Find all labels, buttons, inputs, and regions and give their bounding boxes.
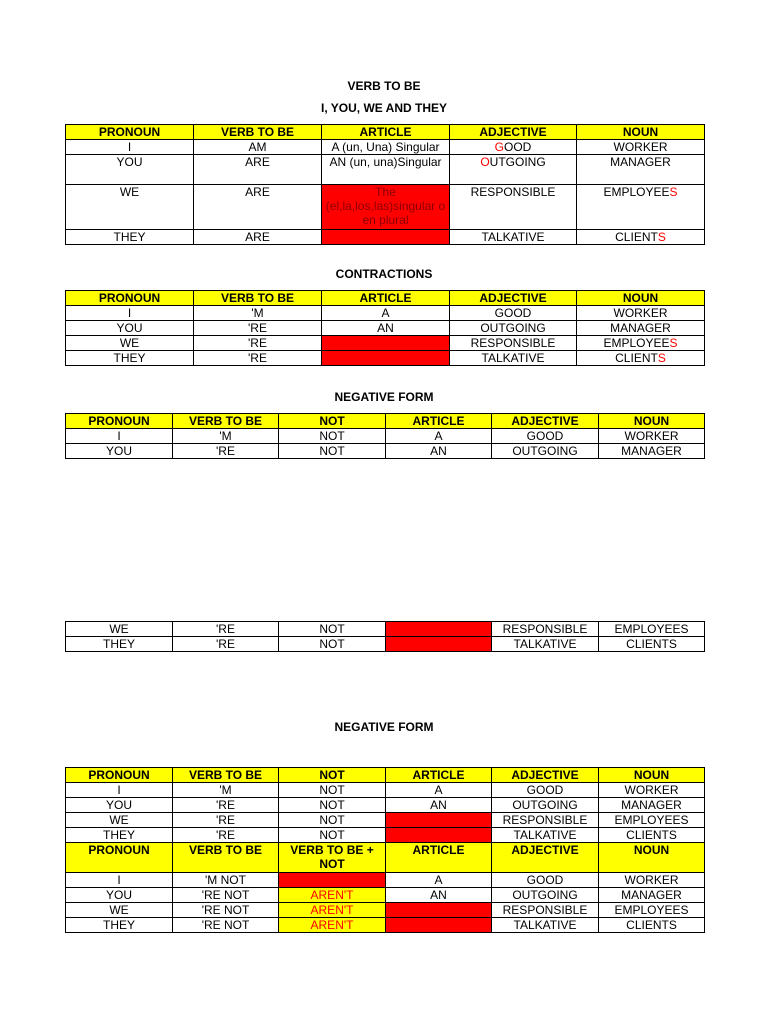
table-cell: MANAGER (599, 888, 705, 903)
contractions-heading: CONTRACTIONS (335, 267, 433, 281)
table-cell: I (66, 873, 173, 888)
header-adjective: ADJECTIVE (492, 843, 599, 873)
table-cell: A (322, 306, 450, 321)
table-cell: NOT (279, 622, 386, 637)
table-cell: 'M (173, 783, 279, 798)
table-cell: 'RE (194, 321, 322, 336)
table-row (66, 140, 705, 155)
header-article: ARTICLE (322, 291, 450, 306)
table-cell (386, 813, 492, 828)
table-row (66, 321, 705, 336)
header-verb-to-be: VERB TO BE (194, 291, 322, 306)
table-cell: WORKER (599, 429, 705, 444)
table-cell: I (66, 783, 173, 798)
table-cell: ARE (194, 230, 322, 245)
table-cell: THEY (66, 828, 173, 843)
table-cell: WORKER (577, 140, 705, 155)
table-cell: 'RE (173, 813, 279, 828)
table-cell: ARE (194, 185, 322, 230)
table-cell: 'RE (194, 351, 322, 366)
table-cell (279, 873, 386, 888)
header-not: NOT (279, 768, 386, 783)
header-pronoun: PRONOUN (66, 291, 194, 306)
table-cell: WE (66, 903, 173, 918)
table-cell: 'M (194, 306, 322, 321)
table-cell (386, 903, 492, 918)
table-row (66, 351, 705, 366)
table-cell: 'RE NOT (173, 888, 279, 903)
table-cell: NOT (279, 429, 386, 444)
table-row (66, 637, 705, 652)
table-cell: TALKATIVE (492, 637, 599, 652)
table-cell: YOU (66, 155, 194, 185)
negative-form-heading: NEGATIVE FORM (334, 390, 434, 404)
header-article: ARTICLE (322, 125, 450, 140)
table-cell: ARE (194, 155, 322, 185)
table-row (66, 336, 705, 351)
table-cell: YOU (66, 798, 173, 813)
table-cell: AN (386, 444, 492, 459)
table-cell: OUTGOING (450, 321, 577, 336)
table-cell: MANAGER (577, 155, 705, 185)
table-cell: WE (66, 622, 173, 637)
table-cell: AN (386, 798, 492, 813)
table-cell: NOT (279, 813, 386, 828)
table-row (66, 155, 705, 185)
table-header-row (66, 291, 705, 306)
table-cell: A (un, Una) Singular (322, 140, 450, 155)
table-cell: CLIENTS (577, 351, 705, 366)
table-cell: YOU (66, 321, 194, 336)
table-cell: 'RE (173, 622, 279, 637)
table-cell: AREN'T (279, 903, 386, 918)
header-article: ARTICLE (386, 843, 492, 873)
table-cell: A (386, 873, 492, 888)
header-pronoun: PRONOUN (66, 414, 173, 429)
table-cell: The (el,la,los,las)singular o en plural (322, 185, 450, 230)
table-row (66, 798, 705, 813)
table-cell (322, 351, 450, 366)
table-cell: AM (194, 140, 322, 155)
table-cell (386, 918, 492, 933)
table-cell: NOT (279, 637, 386, 652)
header-verb-to-be: VERB TO BE (194, 125, 322, 140)
table-row (66, 873, 705, 888)
header-verb-to-be: VERB TO BE (173, 414, 279, 429)
negative-form-table-continued (65, 621, 705, 652)
header-noun: NOUN (599, 414, 705, 429)
table-cell: AN (322, 321, 450, 336)
table-cell: EMPLOYEES (599, 622, 705, 637)
table-cell: 'M NOT (173, 873, 279, 888)
table-cell: RESPONSIBLE (492, 622, 599, 637)
table-cell: GOOD (492, 873, 599, 888)
contractions-table (65, 290, 705, 366)
negative-form-full-table (65, 767, 705, 933)
table-cell (322, 336, 450, 351)
header-pronoun: PRONOUN (66, 125, 194, 140)
table-cell: AN (386, 888, 492, 903)
table-row (66, 918, 705, 933)
table-cell: 'RE NOT (173, 903, 279, 918)
table-row (66, 828, 705, 843)
table-cell: RESPONSIBLE (450, 336, 577, 351)
table-header-row (66, 768, 705, 783)
table-header-row (66, 414, 705, 429)
document-subtitle: I, YOU, WE AND THEY (320, 101, 447, 115)
table-cell: MANAGER (599, 798, 705, 813)
header-adjective: ADJECTIVE (492, 768, 599, 783)
negative-form-table (65, 413, 705, 459)
table-cell: WE (66, 336, 194, 351)
table-cell: I (66, 429, 173, 444)
table-cell: NOT (279, 444, 386, 459)
table-cell: RESPONSIBLE (492, 903, 599, 918)
table-cell: GOOD (492, 783, 599, 798)
table-cell: OUTGOING (492, 888, 599, 903)
table-cell: TALKATIVE (450, 351, 577, 366)
table-cell: EMPLOYEES (577, 185, 705, 230)
table-cell: EMPLOYEES (599, 813, 705, 828)
table-cell: THEY (66, 351, 194, 366)
table-cell: MANAGER (577, 321, 705, 336)
table-cell: TALKATIVE (450, 230, 577, 245)
table-cell: YOU (66, 888, 173, 903)
table-cell: THEY (66, 918, 173, 933)
table-cell: WORKER (599, 783, 705, 798)
header-adjective: ADJECTIVE (450, 125, 577, 140)
table-header-row (66, 843, 705, 873)
table-cell: YOU (66, 444, 173, 459)
table-cell: GOOD (492, 429, 599, 444)
table-cell: WORKER (599, 873, 705, 888)
table-cell (386, 828, 492, 843)
table-row (66, 903, 705, 918)
table-header-row (66, 125, 705, 140)
table-cell: GOOD (450, 140, 577, 155)
header-noun: NOUN (577, 125, 705, 140)
table-cell: CLIENTS (577, 230, 705, 245)
table-row (66, 622, 705, 637)
table-cell: A (386, 783, 492, 798)
table-cell: NOT (279, 798, 386, 813)
table-cell: NOT (279, 783, 386, 798)
table-cell: WE (66, 813, 173, 828)
table-row (66, 185, 705, 230)
table-cell (386, 637, 492, 652)
table-cell: 'RE (173, 637, 279, 652)
table-cell: AN (un, una)Singular (322, 155, 450, 185)
table-row (66, 429, 705, 444)
table-cell (386, 622, 492, 637)
table-cell: OUTGOING (450, 155, 577, 185)
table-row (66, 230, 705, 245)
table-cell: AREN'T (279, 888, 386, 903)
table-cell: 'M (173, 429, 279, 444)
table-cell: I (66, 306, 194, 321)
table-cell: TALKATIVE (492, 828, 599, 843)
table-row (66, 444, 705, 459)
header-pronoun: PRONOUN (66, 768, 173, 783)
table-cell: CLIENTS (599, 918, 705, 933)
table-cell: NOT (279, 828, 386, 843)
table-row (66, 783, 705, 798)
table-cell: 'RE (194, 336, 322, 351)
header-verb-to-be-not: VERB TO BE + NOT (279, 843, 386, 873)
table-cell: CLIENTS (599, 828, 705, 843)
table-row (66, 813, 705, 828)
table-cell: 'RE (173, 798, 279, 813)
header-noun: NOUN (599, 768, 705, 783)
table-cell: CLIENTS (599, 637, 705, 652)
table-cell: EMPLOYEES (577, 336, 705, 351)
table-cell: 'RE (173, 444, 279, 459)
header-verb-to-be: VERB TO BE (173, 843, 279, 873)
table-cell (322, 230, 450, 245)
table-row (66, 306, 705, 321)
header-adjective: ADJECTIVE (450, 291, 577, 306)
table-cell: OUTGOING (492, 798, 599, 813)
table-cell: THEY (66, 637, 173, 652)
table-cell: I (66, 140, 194, 155)
verb-to-be-table (65, 124, 705, 245)
table-cell: WE (66, 185, 194, 230)
table-cell: RESPONSIBLE (450, 185, 577, 230)
table-cell: 'RE (173, 828, 279, 843)
table-cell: TALKATIVE (492, 918, 599, 933)
table-cell: WORKER (577, 306, 705, 321)
header-article: ARTICLE (386, 414, 492, 429)
table-cell: EMPLOYEES (599, 903, 705, 918)
header-noun: NOUN (599, 843, 705, 873)
header-verb-to-be: VERB TO BE (173, 768, 279, 783)
header-pronoun: PRONOUN (66, 843, 173, 873)
header-not: NOT (279, 414, 386, 429)
header-article: ARTICLE (386, 768, 492, 783)
negative-form-heading-2: NEGATIVE FORM (334, 720, 434, 734)
table-cell: RESPONSIBLE (492, 813, 599, 828)
table-cell: THEY (66, 230, 194, 245)
header-noun: NOUN (577, 291, 705, 306)
table-cell: AREN'T (279, 918, 386, 933)
header-adjective: ADJECTIVE (492, 414, 599, 429)
table-cell: A (386, 429, 492, 444)
table-cell: 'RE NOT (173, 918, 279, 933)
table-cell: MANAGER (599, 444, 705, 459)
table-cell: GOOD (450, 306, 577, 321)
table-row (66, 888, 705, 903)
table-cell: OUTGOING (492, 444, 599, 459)
document-title: VERB TO BE (347, 79, 421, 93)
